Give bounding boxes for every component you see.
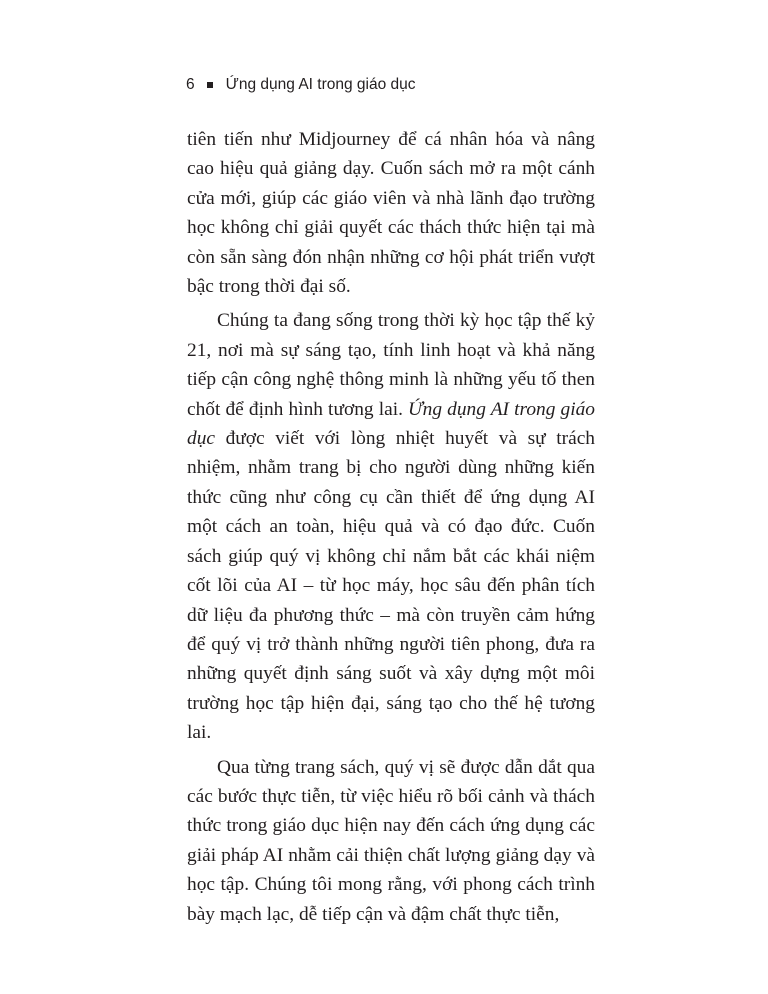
running-header-title: Ứng dụng AI trong giáo dục [225,76,416,93]
paragraph-guide: Qua từng trang sách, quý vị sẽ được dẫn dắt qua các bước thực tiễn, từ việc hiểu rõ bối cảnh và thách thức trong giáo dục hiện nay đến cách ứng dụng các giải pháp AI nhằm cải thiện chất lượng giảng dạy và học tập. Chúng tôi mong rằng, với phong cách trình bày mạch lạc, dễ tiếp cận và đậm chất thực tiễn, [187,756,595,925]
page-number: 6 [186,76,195,93]
header-separator-square [207,82,213,88]
paragraph-continuation: tiên tiến như Midjourney để cá nhân hóa và nâng cao hiệu quả giảng dạy. Cuốn sách mở ra một cánh cửa mới, giúp các giáo viên và nhà lãnh đạo trường học không chỉ giải quyết các thách thức hiện tại mà còn sẵn sàng đón nhận những cơ hội phát triển vượt bậc trong thời đại số. [187,129,595,298]
paragraph-text: được viết với lòng nhiệt huyết và sự trách nhiệm, nhằm trang bị cho người dùng những kiến thức cũng như công cụ cần thiết để ứng dụng AI một cách an toàn, hiệu quả và có đạo đức. Cuốn sách giúp quý vị không chỉ nắm bắt các khái niệm cốt lõi của AI – từ học máy, học sâu đến phân tích dữ liệu đa phương thức – mà còn truyền cảm hứng để quý vị trở thành những người tiên phong, đưa ra những quyết định sáng suốt và xây dựng một môi trường học tập hiện đại, sáng tạo cho thế hệ tương lai. [187,428,595,744]
body-text [187,125,595,929]
paragraph-text: Chúng ta đang sống trong thời kỳ học tập thế kỷ 21, nơi mà sự sáng tạo, tính linh hoạt và khả năng tiếp cận công nghệ thông minh là những yếu tố then chốt để định hình tương lai. [187,310,595,420]
running-header [186,76,416,94]
paragraph-intro [187,306,595,747]
book-title-italic: Ứng dụng AI trong giáo dục [187,398,595,450]
